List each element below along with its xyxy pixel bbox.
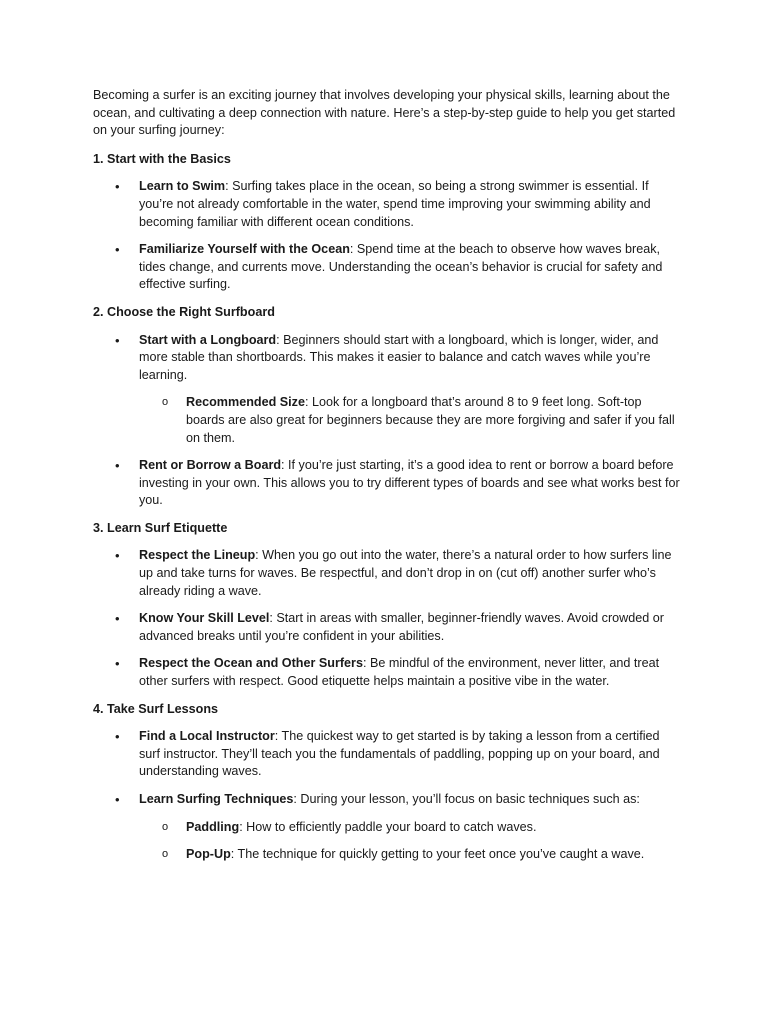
item-term: Learn Surfing Techniques [139, 792, 294, 806]
section-basics [93, 151, 683, 294]
bullet-list [93, 547, 683, 690]
item-text: : The technique for quickly getting to your feet once you’ve caught a wave. [230, 847, 645, 862]
item-text: : Look for a longboard that’s around 8 to 9 feet long. Soft-top boards are also great for beginners because they are more forgiving and safer if you fall on them. [186, 395, 675, 445]
sub-list [139, 394, 683, 447]
item-text: : How to efficiently paddle your board to catch waves. [239, 819, 537, 834]
list-item [93, 547, 683, 600]
list-item [93, 457, 683, 510]
section-heading: 1. Start with the Basics [93, 151, 231, 166]
item-term: Learn to Swim [139, 179, 226, 194]
item-term: Paddling [186, 819, 240, 834]
item-term: Familiarize Yourself with the Ocean [139, 242, 350, 257]
item-term: Know Your Skill Level [139, 611, 270, 626]
bullet-list [93, 728, 683, 864]
item-text: : Surfing takes place in the ocean, so being a strong swimmer is essential. If you’re not already comfortable in the water, spend time improving your swimming ability and becoming familiar with different ocean conditions. [139, 179, 651, 229]
item-text: : If you’re just starting, it’s a good idea to rent or borrow a board before investing in your own. This allows you to try different types of boards and see what works best for you. [139, 458, 680, 508]
section-surfboard [93, 304, 683, 510]
sub-list-item [139, 819, 683, 837]
item-text: : Be mindful of the environment, never litter, and treat other surfers with respect. Good etiquette helps maintain a positive vibe in the water. [139, 656, 660, 689]
list-item [93, 791, 683, 864]
list-item [93, 241, 683, 294]
item-term: Start with a Longboard [139, 332, 277, 347]
sub-list-item [139, 846, 683, 864]
item-text: : When you go out into the water, there’s a natural order to how surfers line up and take turns for waves. Be respectful, and don’t drop in on (cut off) another surfer who’s already riding a wave. [139, 548, 672, 598]
intro-paragraph: Becoming a surfer is an exciting journey that involves developing your physical skills, learning about the ocean, and cultivating a deep connection with nature. Here’s a step-by-step guide to help you get started on your surfing journey: [93, 88, 676, 138]
list-item [93, 610, 683, 645]
section-lessons [93, 701, 683, 864]
document-body [93, 87, 683, 874]
item-term: Pop-Up [186, 847, 231, 862]
item-term: Respect the Ocean and Other Surfers [139, 656, 363, 671]
section-heading: 3. Learn Surf Etiquette [93, 520, 228, 535]
list-item [93, 332, 683, 448]
item-text: : Beginners should start with a longboard, which is longer, wider, and more stable than shortboards. This makes it easier to balance and catch waves while you’re learning. [139, 332, 659, 382]
item-text: : During your lesson, you’ll focus on basic techniques such as: [293, 792, 640, 806]
item-term: Recommended Size [186, 395, 305, 410]
list-item [93, 178, 683, 231]
item-term: Find a Local Instructor [139, 729, 275, 744]
section-heading: 4. Take Surf Lessons [93, 701, 219, 716]
item-term: Respect the Lineup [139, 548, 256, 563]
bullet-list [93, 332, 683, 510]
section-etiquette [93, 520, 683, 691]
item-text: : The quickest way to get started is by taking a lesson from a certified surf instructor. They’ll teach you the fundamentals of paddling, popping up on your board, and understanding waves. [139, 729, 660, 779]
bullet-list [93, 178, 683, 294]
list-item [93, 655, 683, 690]
sub-list-item [139, 394, 683, 447]
section-heading: 2. Choose the Right Surfboard [93, 304, 275, 319]
list-item [93, 728, 683, 781]
item-text: : Spend time at the beach to observe how waves break, tides change, and currents move. Understanding the ocean’s behavior is crucial for safety and effective surfing. [139, 242, 663, 292]
sub-list [139, 819, 683, 864]
item-text: : Start in areas with smaller, beginner-friendly waves. Avoid crowded or advanced breaks until you’re confident in your abilities. [139, 611, 664, 643]
item-term: Rent or Borrow a Board [139, 458, 282, 473]
